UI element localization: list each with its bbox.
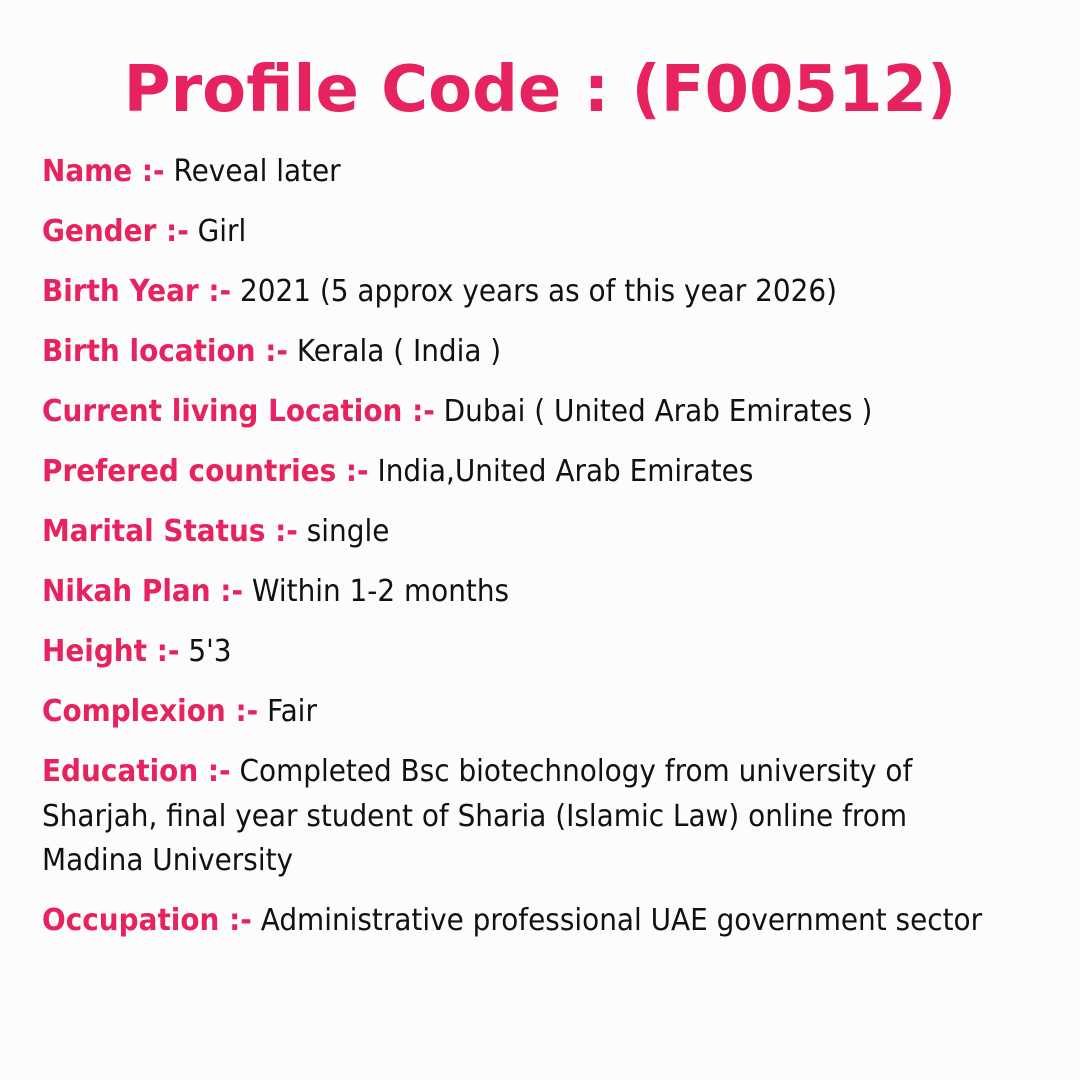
field-current-location [42,390,1009,435]
field-label: Marital Status :- [42,514,298,549]
field-value: 2021 (5 approx years as of this year 2026) [239,274,838,309]
field-nikah-plan [42,570,1009,615]
field-label: Education :- [42,754,231,789]
field-value: Administrative professional UAE government sector [260,903,983,938]
field-value: Girl [197,214,247,249]
field-marital-status [42,510,1009,555]
field-complexion [42,690,1009,735]
field-value: Within 1-2 months [251,574,510,609]
field-value: 5'3 [188,634,232,669]
profile-code-title: Profile Code : (F00512) [123,53,957,127]
field-birth-year [42,270,1009,315]
field-value: Fair [267,694,317,729]
field-gender [42,210,1009,255]
field-label: Nikah Plan :- [42,574,244,609]
field-name [42,150,1009,195]
profile-fields [42,150,1012,959]
field-label: Occupation :- [42,903,252,938]
field-label: Height :- [42,634,180,669]
field-value: Dubai ( United Arab Emirates ) [443,394,873,429]
field-value: Kerala ( India ) [296,334,502,369]
field-height [42,630,1009,675]
field-occupation [42,899,1009,944]
field-birth-location [42,330,1009,375]
field-label: Birth Year :- [42,274,232,309]
field-label: Name :- [42,154,165,189]
field-value: Completed Bsc biotechnology from university of Sharjah, final year student of Sharia (Islamic Law) online from Madina University [42,754,913,878]
field-preferred-countries [42,450,1009,495]
field-label: Gender :- [42,214,189,249]
field-value: single [306,514,390,549]
field-label: Birth location :- [42,334,288,369]
field-label: Prefered countries :- [42,454,369,489]
field-value: India,United Arab Emirates [377,454,754,489]
field-label: Complexion :- [42,694,259,729]
field-label: Current living Location :- [42,394,435,429]
field-value: Reveal later [173,154,341,189]
field-education [42,750,1009,884]
